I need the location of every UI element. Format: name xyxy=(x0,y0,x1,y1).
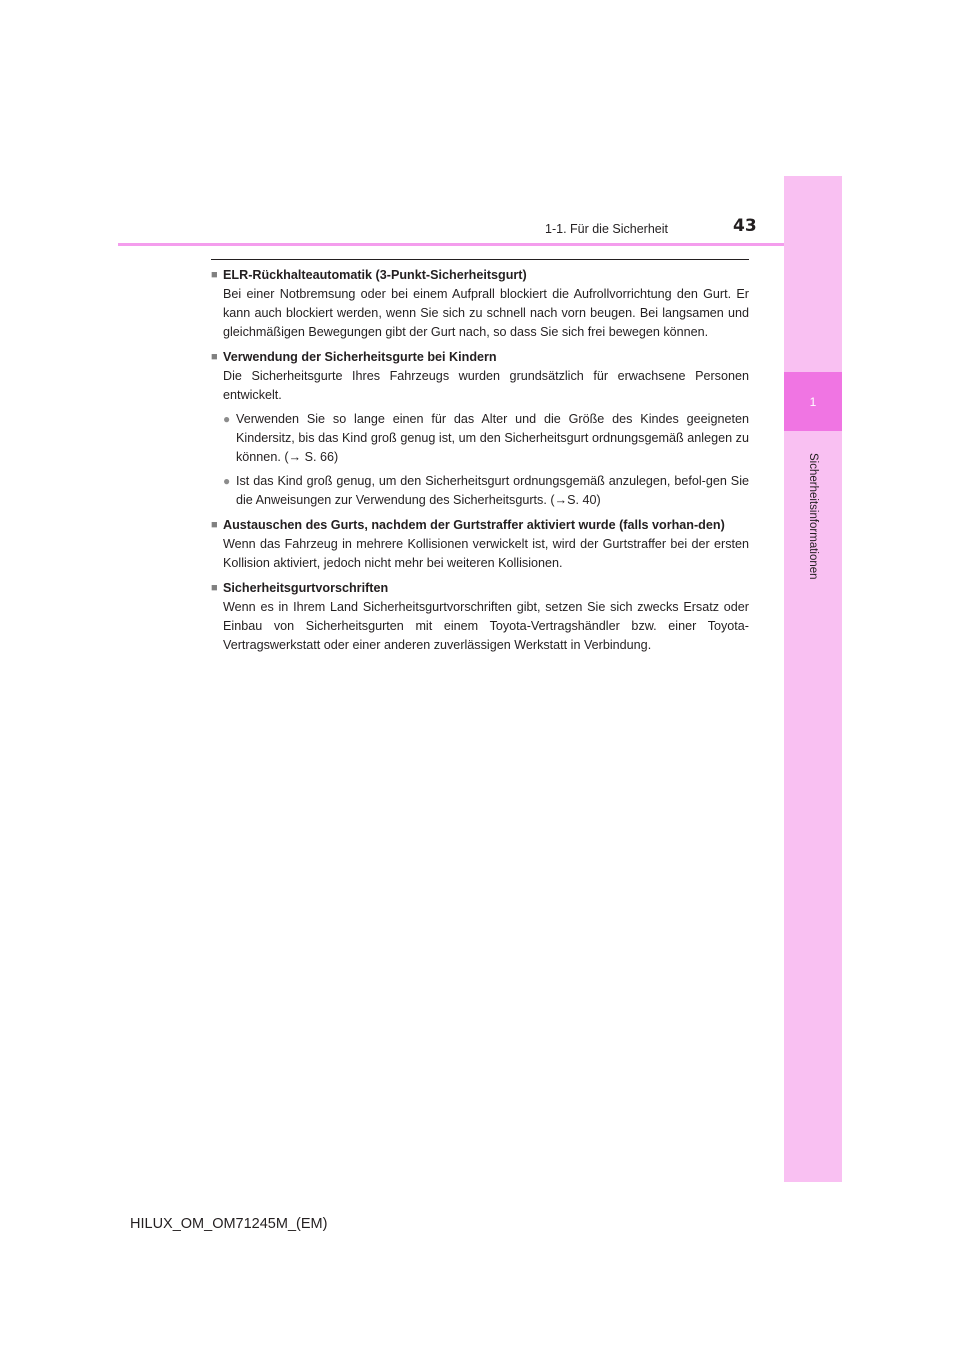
list-item: ● Ist das Kind groß genug, um den Sicherheitsgurt ordnungsgemäß anzulegen, befol-gen Sie die Anweisungen zur Verwendung des Sicherheitsgurts. (→S. 40) xyxy=(223,472,749,510)
section-children xyxy=(211,348,749,510)
chapter-label xyxy=(784,436,842,596)
content-top-rule xyxy=(211,259,749,260)
page-number: 43 xyxy=(733,216,757,236)
header-rule xyxy=(118,243,784,246)
square-bullet-icon: ■ xyxy=(211,269,218,281)
circle-bullet-icon: ● xyxy=(223,412,231,426)
section-title: ■ Sicherheitsgurtvorschriften xyxy=(211,579,749,598)
square-bullet-icon: ■ xyxy=(211,351,218,363)
chapter-number-tab: 1 xyxy=(784,372,842,431)
chapter-side-tab xyxy=(784,176,842,1182)
document-code: HILUX_OM_OM71245M_(EM) xyxy=(130,1216,328,1232)
section-text: Wenn es in Ihrem Land Sicherheitsgurtvorschriften gibt, setzen Sie sich zwecks Ersatz oder Einbau von Sicherheitsgurten mit einem Toyota-Vertragshändler bzw. einer Toyota-Vertragswerkstatt oder einer anderen zuverlässigen Werkstatt in Verbindung. xyxy=(223,600,749,652)
circle-bullet-icon: ● xyxy=(223,474,231,488)
section-text: Wenn das Fahrzeug in mehrere Kollisionen verwickelt ist, wird der Gurtstraffer bei der ersten Kollision aktiviert, jedoch nicht mehr bei weiteren Kollisionen. xyxy=(223,537,749,570)
page-content xyxy=(211,266,749,661)
section-regulations xyxy=(211,579,749,655)
square-bullet-icon: ■ xyxy=(211,519,218,531)
section-text: Die Sicherheitsgurte Ihres Fahrzeugs wurden grundsätzlich für erwachsene Personen entwickelt. xyxy=(223,369,749,402)
section-title: ■ ELR-Rückhalteautomatik (3-Punkt-Sicherheitsgurt) xyxy=(211,266,749,285)
header-section-title: 1-1. Für die Sicherheit xyxy=(545,222,668,236)
section-title: ■ Austauschen des Gurts, nachdem der Gurtstraffer aktiviert wurde (falls vorhan-den) xyxy=(211,516,749,535)
section-title: ■ Verwendung der Sicherheitsgurte bei Kindern xyxy=(211,348,749,367)
section-pretensioner xyxy=(211,516,749,573)
square-bullet-icon: ■ xyxy=(211,582,218,594)
chapter-label-text: Sicherheitsinformationen xyxy=(807,452,819,580)
section-elr xyxy=(211,266,749,342)
section-text: Bei einer Notbremsung oder bei einem Aufprall blockiert die Aufrollvorrichtung den Gurt. Er kann auch blockiert werden, wenn Sie sich zu schnell nach vorn beugen. Bei langsamen und gleichmäßigen Bewegungen gibt der Gurt nach, so dass Sie sich frei bewegen können. xyxy=(223,287,749,339)
list-item: ● Verwenden Sie so lange einen für das Alter und die Größe des Kindes geeigneten Kindersitz, bis das Kind groß genug ist, um den Sicherheitsgurt ordnungsgemäß anlegen zu können. (→ S. 66) xyxy=(223,410,749,467)
